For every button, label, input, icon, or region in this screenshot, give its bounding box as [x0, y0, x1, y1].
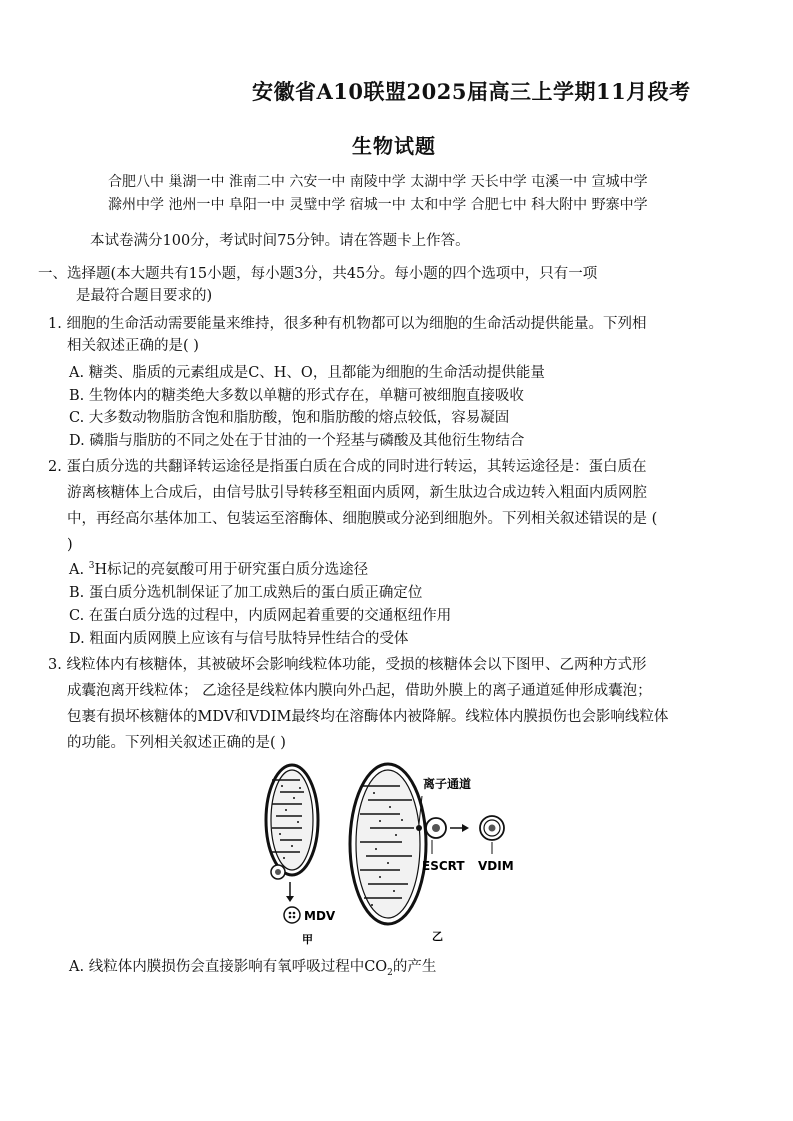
label-mdv: MDV	[304, 909, 336, 923]
question-2-stem-cont: )	[67, 537, 73, 553]
school-list-line-1: 合肥八中 巢湖一中 淮南二中 六安一中 南陵中学 太湖中学 天长中学 屯溪一中 宣城中学	[108, 174, 648, 190]
exam-instructions: 本试卷满分100分，考试时间75分钟。请在答题卡上作答。	[90, 233, 470, 249]
question-2-stem-cont: 中，再经高尔基体加工、包装运至溶酶体、细胞膜或分泌到细胞外。下列相关叙述错误的是 (	[67, 511, 658, 527]
label-escrt: ESCRT	[422, 859, 465, 873]
question-2-stem-cont: 游离核糖体上合成后，由信号肽引导转移至粗面内质网，新生肽边合成边转入粗面内质网腔	[67, 485, 647, 501]
paper-title: 安徽省A10联盟2025届高三上学期11月段考	[252, 79, 691, 104]
section-heading: 一、选择题(本大题共有15小题，每小题3分，共45分。每小题的四个选项中，只有一项	[38, 266, 598, 282]
mitochondrion-jia	[266, 765, 318, 923]
question-1-option-c: C. 大多数动物脂肪含饱和脂肪酸，饱和脂肪酸的熔点较低，容易凝固	[69, 410, 510, 426]
label-yi: 乙	[432, 930, 443, 943]
label-vdim: VDIM	[478, 859, 514, 873]
question-1-stem-cont: 相关叙述正确的是( )	[67, 338, 199, 354]
question-3-stem-cont: 成囊泡离开线粒体； 乙途径是线粒体内膜向外凸起，借助外膜上的离子通道延伸形成囊泡；	[67, 683, 652, 699]
question-1-option-d: D. 磷脂与脂肪的不同之处在于甘油的一个羟基与磷酸及其他衍生物结合	[69, 433, 525, 449]
question-2-option-a: A. $^3$H标记的亮氨酸可用于研究蛋白质分选途径	[69, 561, 369, 578]
question-2-stem: 2. 蛋白质分选的共翻译转运途径是指蛋白质在合成的同时进行转运，其转运途径是：蛋白质在	[48, 459, 647, 475]
question-2-option-d: D. 粗面内质网膜上应该有与信号肽特异性结合的受体	[69, 631, 409, 647]
question-1-option-a: A. 糖类、脂质的元素组成是C、H、O，且都能为细胞的生命活动提供能量	[69, 365, 545, 381]
question-3-option-a: A. 线粒体内膜损伤会直接影响有氧呼吸过程中$CO_2$的产生	[69, 959, 437, 978]
question-2-option-c: C. 在蛋白质分选的过程中，内质网起着重要的交通枢纽作用	[69, 608, 452, 624]
question-1-option-b: B. 生物体内的糖类绝大多数以单糖的形式存在，单糖可被细胞直接吸收	[69, 388, 524, 404]
paper-subtitle: 生物试题	[352, 134, 436, 158]
label-jia: 甲	[302, 933, 313, 945]
mitochondria-figure	[262, 760, 532, 945]
school-list-line-2: 滁州中学 池州一中 阜阳一中 灵璧中学 宿城一中 太和中学 合肥七中 科大附中 野寨中学	[108, 197, 648, 213]
question-1-stem: 1. 细胞的生命活动需要能量来维持，很多种有机物都可以为细胞的生命活动提供能量。下列相	[48, 316, 647, 332]
section-heading-cont: 是最符合题目要求的)	[76, 288, 213, 304]
question-3-stem-cont: 包裹有损坏核糖体的MDV和VDIM最终均在溶酶体内被降解。线粒体内膜损伤也会影响线粒体	[67, 709, 669, 725]
question-2-option-b: B. 蛋白质分选机制保证了加工成熟后的蛋白质正确定位	[69, 585, 423, 601]
question-3-stem-cont: 的功能。下列相关叙述正确的是( )	[67, 735, 286, 751]
label-ion-channel: 离子通道	[423, 777, 472, 791]
question-3-stem: 3. 线粒体内有核糖体，其被破坏会影响线粒体功能，受损的核糖体会以下图甲、乙两种方式形	[48, 657, 647, 673]
